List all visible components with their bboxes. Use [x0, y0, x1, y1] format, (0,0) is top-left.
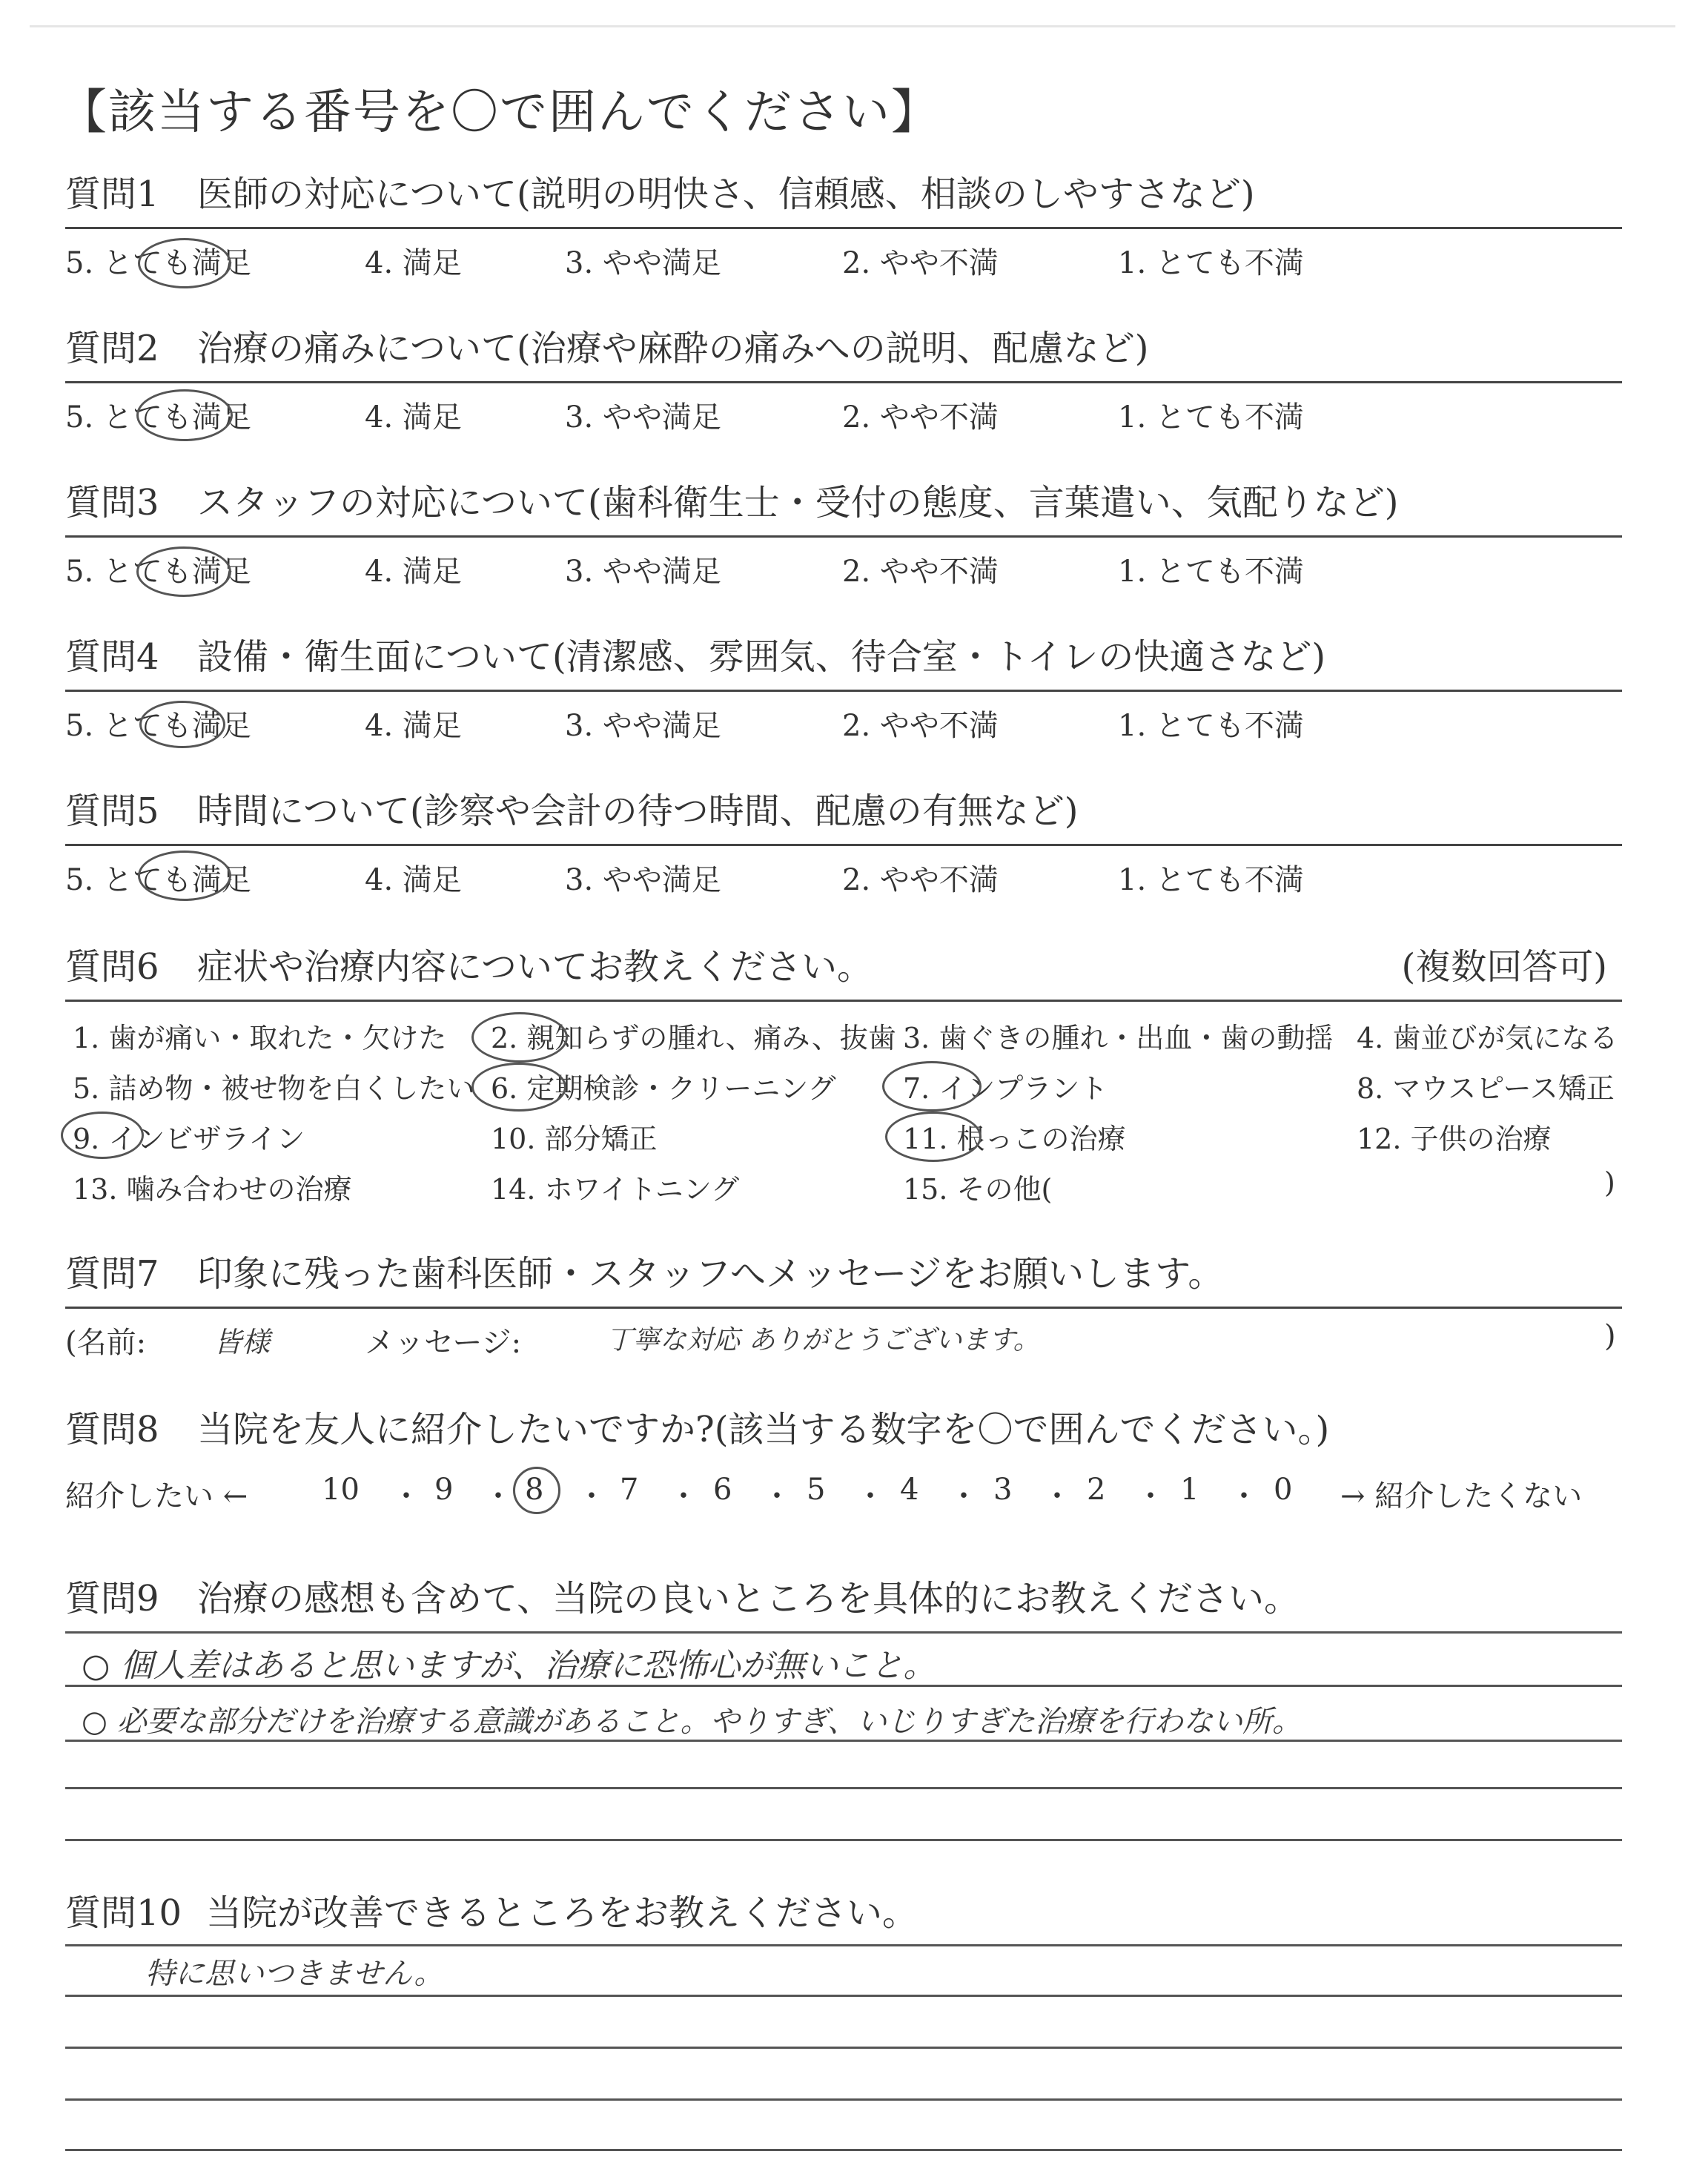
question-1 [65, 163, 1622, 285]
question-number: 質問10 [65, 1892, 182, 1934]
question-5-header [65, 780, 1622, 844]
message-value[interactable]: 丁寧な対応 ありがとうございます。 [606, 1325, 1040, 1355]
question-number: 質問3 [65, 482, 159, 524]
answer-line [65, 1839, 1622, 1841]
rating-option-2[interactable]: 2. やや不満 [842, 709, 999, 743]
scale-value-9[interactable]: 9 [434, 1473, 454, 1507]
rating-option-5[interactable]: 5. とても満足 [65, 555, 251, 589]
message-row [65, 1309, 1622, 1365]
scale-value-7[interactable]: 7 [620, 1473, 639, 1507]
scale-value-2[interactable]: 2 [1087, 1473, 1106, 1507]
rating-option-3[interactable]: 3. やや満足 [565, 400, 721, 435]
rating-option-2[interactable]: 2. やや不満 [842, 555, 999, 589]
question-5 [65, 780, 1622, 902]
question-number: 質問5 [65, 790, 159, 832]
rating-option-2[interactable]: 2. やや不満 [842, 863, 999, 897]
rating-option-4[interactable]: 4. 満足 [365, 863, 462, 897]
other-close-paren: ) [1604, 1166, 1615, 1199]
top-border [30, 25, 1675, 27]
scale-value-0[interactable]: 0 [1274, 1473, 1293, 1507]
rating-option-2[interactable]: 2. やや不満 [842, 246, 999, 280]
scale-dot: ・ [483, 1479, 513, 1513]
message-label: メッセージ: [365, 1326, 522, 1360]
symptom-option-12[interactable]: 12. 子供の治療 [1357, 1123, 1552, 1155]
scale-dot: ・ [577, 1479, 606, 1513]
rating-options [65, 692, 1622, 748]
question-number: 質問7 [65, 1253, 159, 1295]
question-6 [65, 936, 1622, 1217]
rating-option-4[interactable]: 4. 満足 [365, 400, 462, 435]
symptom-option-10[interactable]: 10. 部分矯正 [491, 1123, 658, 1155]
question-6-header [65, 936, 1622, 1000]
rating-option-1[interactable]: 1. とても不満 [1118, 863, 1304, 897]
rating-option-4[interactable]: 4. 満足 [365, 555, 462, 589]
question-text: 時間について(診察や会計の待つ時間、配慮の有無など) [197, 790, 1079, 832]
answer-line [65, 1995, 1622, 1997]
question-text: 治療の痛みについて(治療や麻酔の痛みへの説明、配慮など) [197, 328, 1149, 369]
name-label: (名前: [65, 1326, 147, 1360]
question-3 [65, 472, 1622, 594]
question-2-header [65, 317, 1622, 381]
scale-dot: ・ [1229, 1479, 1259, 1513]
scale-dot: ・ [855, 1479, 885, 1513]
good-point-answer-2[interactable]: ○ 必要な部分だけを治療する意識があること。やりすぎ、いじりすぎた治療を行わない所。 [82, 1705, 1302, 1739]
question-text: 医師の対応について(説明の明快さ、信頼感、相談のしやすさなど) [197, 174, 1255, 215]
good-point-answer-1[interactable]: ○ 個人差はあると思いますが、治療に恐怖心が無いこと。 [82, 1647, 936, 1685]
scale-value-4[interactable]: 4 [900, 1473, 919, 1507]
scale-value-1[interactable]: 1 [1180, 1473, 1199, 1507]
scale-dot: ・ [1042, 1479, 1072, 1513]
improvement-answer[interactable]: 特に思いつきません。 [145, 1957, 444, 1991]
scale-dot: ・ [669, 1479, 698, 1513]
answer-line [65, 2047, 1622, 2049]
rating-options [65, 229, 1622, 285]
answer-line [65, 2098, 1622, 2101]
symptom-option-11[interactable]: 11. 根っこの治療 [903, 1123, 1126, 1155]
rating-option-3[interactable]: 3. やや満足 [565, 709, 721, 743]
symptom-option-14[interactable]: 14. ホワイトニング [491, 1173, 740, 1206]
name-value[interactable]: 皆様 [214, 1326, 271, 1358]
question-text: スタッフの対応について(歯科衛生士・受付の態度、言葉遣い、気配りなど) [197, 482, 1399, 524]
rating-option-3[interactable]: 3. やや満足 [565, 555, 721, 589]
question-text: 印象に残った歯科医師・スタッフへメッセージをお願いします。 [197, 1253, 1224, 1295]
question-2 [65, 317, 1622, 440]
question-9 [65, 1568, 1622, 1631]
scale-value-3[interactable]: 3 [993, 1473, 1013, 1507]
page-title: 【該当する番号を〇で囲んでください】 [59, 85, 940, 140]
rating-option-1[interactable]: 1. とても不満 [1118, 555, 1304, 589]
scale-dot: ・ [1136, 1479, 1165, 1513]
question-4-header [65, 626, 1622, 690]
question-number: 質問8 [65, 1409, 159, 1450]
rating-options [65, 383, 1622, 440]
question-text: 設備・衛生面について(清潔感、雰囲気、待合室・トイレの快適さなど) [197, 636, 1326, 678]
symptom-option-8[interactable]: 8. マウスピース矯正 [1357, 1072, 1615, 1105]
scale-dot: ・ [762, 1479, 792, 1513]
answer-line [65, 1631, 1622, 1634]
rating-option-1[interactable]: 1. とても不満 [1118, 709, 1304, 743]
scale-value-5[interactable]: 5 [807, 1473, 826, 1507]
rating-option-3[interactable]: 3. やや満足 [565, 246, 721, 280]
rating-option-5[interactable]: 5. とても満足 [65, 400, 251, 435]
rating-option-5[interactable]: 5. とても満足 [65, 863, 251, 897]
question-number: 質問2 [65, 328, 159, 369]
scale-dot: ・ [391, 1479, 421, 1513]
question-text: 治療の感想も含めて、当院の良いところを具体的にお教えください。 [197, 1578, 1300, 1619]
multiple-answers-note: (複数回答可) [1401, 946, 1607, 988]
recommend-scale [65, 1462, 1622, 1522]
question-number: 質問6 [65, 946, 159, 988]
scale-value-8[interactable]: 8 [525, 1473, 544, 1507]
symptom-option-15[interactable]: 15. その他( [903, 1173, 1053, 1206]
question-4 [65, 626, 1622, 748]
scale-right-label: → 紹介したくない [1340, 1479, 1583, 1513]
question-number: 質問9 [65, 1578, 159, 1619]
rating-options [65, 538, 1622, 594]
rating-option-4[interactable]: 4. 満足 [365, 709, 462, 743]
question-1-header [65, 163, 1622, 227]
answer-line [65, 1740, 1622, 1742]
rating-option-4[interactable]: 4. 満足 [365, 246, 462, 280]
symptom-option-5[interactable]: 5. 詰め物・被せ物を白くしたい [73, 1072, 475, 1105]
symptom-option-7[interactable]: 7. インプラント [903, 1072, 1108, 1105]
answer-line [65, 1944, 1622, 1946]
question-3-header [65, 472, 1622, 535]
question-number: 質問4 [65, 636, 159, 678]
question-10 [65, 1882, 1622, 1946]
question-9-header [65, 1568, 1622, 1631]
question-7-header [65, 1243, 1622, 1307]
rating-option-2[interactable]: 2. やや不満 [842, 400, 999, 435]
question-number: 質問1 [65, 174, 159, 215]
symptom-option-3[interactable]: 3. 歯ぐきの腫れ・出血・歯の動揺 [903, 1022, 1334, 1054]
question-text: 症状や治療内容についてお教えください。 [197, 946, 873, 988]
scale-value-6[interactable]: 6 [713, 1473, 732, 1507]
question-text: 当院を友人に紹介したいですか?(該当する数字を〇で囲んでください。) [197, 1409, 1330, 1450]
symptom-option-2[interactable]: 2. 親知らずの腫れ、痛み、抜歯 [491, 1022, 896, 1054]
question-8 [65, 1398, 1622, 1522]
answer-line [65, 2149, 1622, 2151]
symptom-option-13[interactable]: 13. 噛み合わせの治療 [73, 1173, 352, 1206]
rating-option-1[interactable]: 1. とても不満 [1118, 246, 1304, 280]
question-text: 当院が改善できるところをお教えください。 [206, 1892, 918, 1934]
question-8-header [65, 1398, 1622, 1462]
message-close-paren: ) [1604, 1319, 1616, 1353]
scale-left-label: 紹介したい ← [65, 1479, 248, 1513]
symptom-option-4[interactable]: 4. 歯並びが気になる [1357, 1022, 1618, 1054]
question-7 [65, 1243, 1622, 1365]
symptom-option-6[interactable]: 6. 定期検診・クリーニング [491, 1072, 836, 1105]
rating-option-3[interactable]: 3. やや満足 [565, 863, 721, 897]
rating-option-5[interactable]: 5. とても満足 [65, 246, 251, 280]
symptom-option-9[interactable]: 9. インビザライン [73, 1123, 305, 1155]
answer-line [65, 1787, 1622, 1789]
rating-options [65, 846, 1622, 902]
symptom-options [65, 1002, 1622, 1217]
question-10-header [65, 1882, 1622, 1946]
rating-option-1[interactable]: 1. とても不満 [1118, 400, 1304, 435]
scale-value-10[interactable]: 10 [322, 1473, 360, 1507]
rating-option-5[interactable]: 5. とても満足 [65, 709, 251, 743]
scale-dot: ・ [949, 1479, 979, 1513]
symptom-option-1[interactable]: 1. 歯が痛い・取れた・欠けた [73, 1022, 447, 1054]
answer-line [65, 1685, 1622, 1687]
